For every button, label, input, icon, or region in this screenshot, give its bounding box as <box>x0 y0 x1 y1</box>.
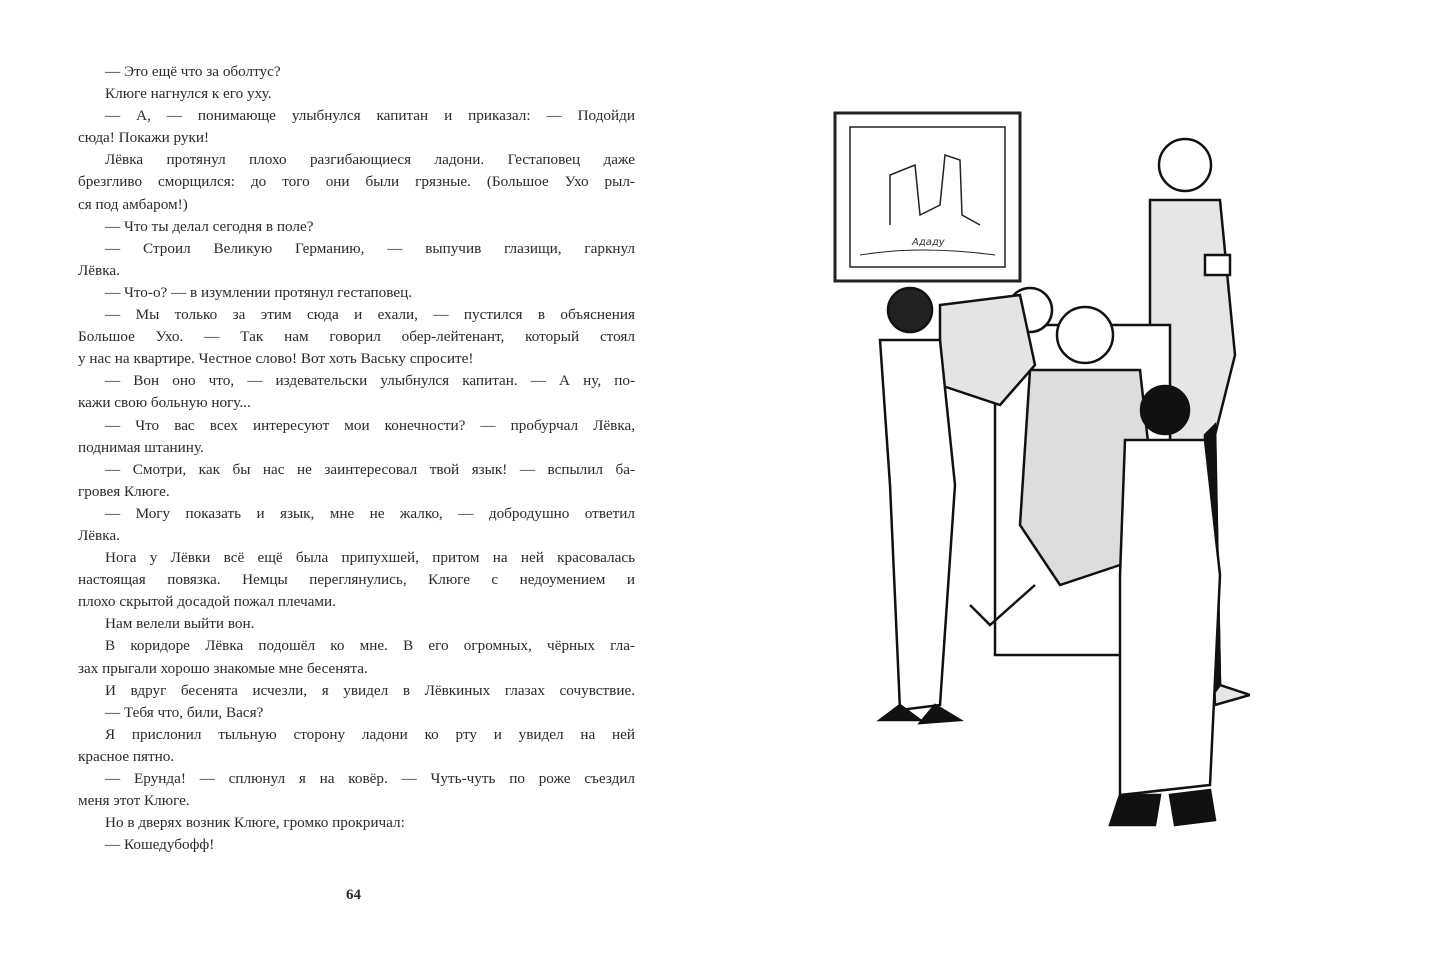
text-line: — Строил Великую Германию, — выпучив глазищи, гаркнул <box>105 239 635 257</box>
text-line: — Могу показать и язык, мне не жалко, — добродушно ответил <box>105 504 635 522</box>
framed-painting <box>835 113 1020 281</box>
text-line: — Кошедубофф! <box>105 836 215 854</box>
text-line: — Это ещё что за оболтус? <box>105 63 281 80</box>
text-line: Клюге нагнулся к его уху. <box>105 85 272 103</box>
text-line: — Вон оно что, — издевательски улыбнулся капитан. — А ну, по- <box>105 372 635 390</box>
text-line: — Что ты делал сегодня в поле? <box>105 217 314 235</box>
text-line: меня этот Клюге. <box>78 792 190 810</box>
text-line: поднимая штанину. <box>78 438 204 456</box>
text-line: Нам велели выйти вон. <box>105 615 255 633</box>
text-line: — Мы только за этим сюда и ехали, — пустился в объяснения <box>105 306 635 324</box>
text-line: Лёвка. <box>78 261 120 279</box>
page-number: 64 <box>346 887 361 903</box>
painting-signature: Ададу <box>912 237 945 248</box>
text-line: — Ерунда! — сплюнул я на ковёр. — Чуть-чуть по роже съездил <box>105 770 635 787</box>
text-line: брезгливо сморщился: до того они были грязные. (Большое Ухо рыл- <box>78 173 635 191</box>
text-line: зах прыгали хорошо знакомые мне бесенята. <box>78 659 368 677</box>
text-line: В коридоре Лёвка подошёл ко мне. В его огромных, чёрных гла- <box>105 637 635 655</box>
text-line: у нас на квартире. Честное слово! Вот хоть Ваську спросите! <box>78 350 474 368</box>
text-line: Лёвка. <box>78 526 120 544</box>
text-line: сюда! Покажи руки! <box>78 129 210 147</box>
text-line: красное пятно. <box>78 747 175 765</box>
text-line: — Что вас всех интересуют мои конечности? — пробурчал Лёвка, <box>105 416 635 434</box>
text-line: — Тебя что, били, Вася? <box>105 703 264 721</box>
text-line: плохо скрытой досадой пожал плечами. <box>78 593 336 611</box>
text-line: — Что-о? — в изумлении протянул гестаповец. <box>105 283 413 301</box>
text-line: кажи свою больную ногу... <box>78 394 251 412</box>
text-line: Но в дверях возник Клюге, громко прокричал: <box>105 814 405 832</box>
text-line: Нога у Лёвки всё ещё была припухшей, притом на ней красовалась <box>105 549 635 567</box>
text-line: настоящая повязка. Немцы переглянулись, Клюге с недоумением и <box>78 571 635 589</box>
text-line: И вдруг бесенята исчезли, я увидел в Лёвкиных глазах сочувствие. <box>105 681 635 699</box>
page-text <box>78 61 635 856</box>
text-line: Я прислонил тыльную сторону ладони ко рту и увидел на ней <box>105 725 635 743</box>
text-line: Лёвка протянул плохо разгибающиеся ладони. Гестаповец даже <box>105 151 635 169</box>
text-line: ся под амбаром!) <box>78 195 188 213</box>
boy-front-figure <box>1110 386 1220 825</box>
text-line: — А, — понимающе улыбнулся капитан и приказал: — Подойди <box>105 107 635 125</box>
text-line: гровея Клюге. <box>78 482 170 500</box>
text-line: Большое Ухо. — Так нам говорил обер-лейтенант, который стоял <box>78 328 635 346</box>
illustration <box>820 105 1250 845</box>
text-line: — Смотри, как бы нас не заинтересовал твой язык! — вспылил ба- <box>105 460 635 478</box>
